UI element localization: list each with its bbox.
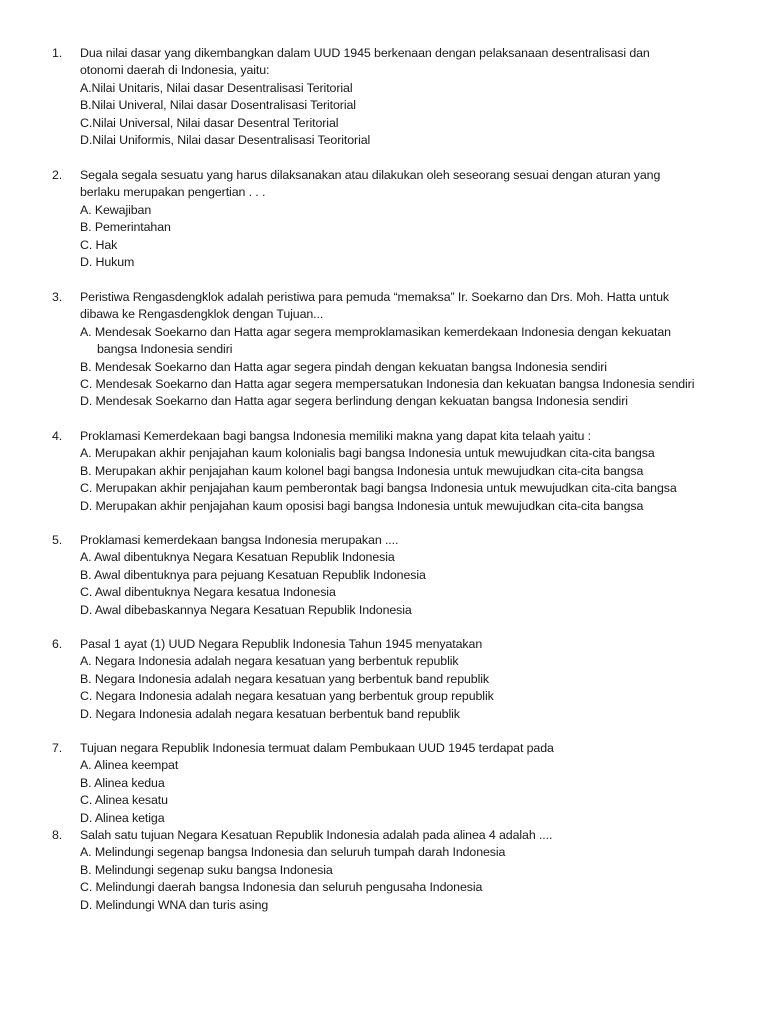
option-d: D. Negara Indonesia adalah negara kesatuan berbentuk band republik — [80, 706, 460, 721]
option-c: C. Hak — [80, 237, 118, 252]
question-number: 1. — [52, 46, 63, 60]
answer-options — [80, 757, 732, 827]
option-c: C. Awal dibentuknya Negara kesatua Indonesia — [80, 585, 336, 600]
option-a: A.Nilai Unitaris, Nilai dasar Desentralisasi Teritorial — [80, 80, 353, 95]
option-b: B. Negara Indonesia adalah negara kesatuan yang berbentuk band republik — [80, 671, 489, 686]
option-c: C. Negara Indonesia adalah negara kesatuan yang berbentuk group republik — [80, 689, 494, 704]
option-c: C.Nilai Universal, Nilai dasar Desentral Teritorial — [80, 115, 339, 130]
option-b: B. Mendesak Soekarno dan Hatta agar segera pindah dengan kekuatan bangsa Indonesia sendiri — [80, 359, 607, 374]
option-d: D. Hukum — [80, 255, 135, 270]
answer-options — [80, 80, 732, 150]
option-d: D. Merupakan akhir penjajahan kaum oposisi bagi bangsa Indonesia untuk mewujudkan cita-cita bangsa — [80, 498, 644, 513]
option-c: C. Merupakan akhir penjajahan kaum pemberontak bagi bangsa Indonesia untuk mewujudkan cita-cita bangsa — [80, 481, 677, 496]
question-stem-line: Salah satu tujuan Negara Kesatuan Republik Indonesia adalah pada alinea 4 adalah .... — [80, 828, 553, 842]
option-a-continued: bangsa Indonesia sendiri — [97, 342, 233, 357]
question-number: 7. — [52, 741, 63, 755]
answer-options — [80, 324, 732, 411]
question-number: 6. — [52, 637, 63, 651]
question-stem — [80, 532, 732, 549]
option-c: C. Melindungi daerah bangsa Indonesia dan seluruh pengusaha Indonesia — [80, 880, 483, 895]
option-d: D. Melindungi WNA dan turis asing — [80, 897, 269, 912]
option-b: B. Merupakan akhir penjajahan kaum kolonel bagi bangsa Indonesia untuk mewujudkan cita-cita bangsa — [80, 463, 644, 478]
question-5 — [52, 532, 732, 619]
answer-options — [80, 844, 732, 914]
question-3 — [52, 289, 732, 411]
option-a: A. Melindungi segenap bangsa Indonesia dan seluruh tumpah darah Indonesia — [80, 845, 506, 860]
option-c: C. Mendesak Soekarno dan Hatta agar segera mempersatukan Indonesia dan kekuatan bangsa Indonesia sendiri — [80, 377, 695, 392]
answer-options — [80, 653, 732, 723]
option-b: B. Alinea kedua — [80, 775, 165, 790]
question-number: 2. — [52, 168, 63, 182]
question-7 — [52, 740, 732, 827]
question-stem-line: dibawa ke Rengasdengklok dengan Tujuan... — [80, 307, 324, 322]
question-number: 4. — [52, 429, 63, 443]
option-a: A. Alinea keempat — [80, 758, 179, 773]
question-stem — [80, 167, 732, 202]
question-stem-line: Proklamasi kemerdekaan bangsa Indonesia merupakan .... — [80, 533, 399, 547]
option-d: D.Nilai Uniformis, Nilai dasar Desentralisasi Teoritorial — [80, 133, 371, 148]
question-stem — [80, 827, 732, 844]
answer-options — [80, 202, 732, 272]
question-stem — [80, 45, 732, 80]
answer-options — [80, 445, 732, 515]
question-stem — [80, 428, 732, 445]
option-a: A. Mendesak Soekarno dan Hatta agar segera memproklamasikan kemerdekaan Indonesia dengan kekuatan — [80, 324, 671, 339]
question-stem-line: Proklamasi Kemerdekaan bagi bangsa Indonesia memiliki makna yang dapat kita telaah yaitu : — [80, 429, 592, 443]
question-stem — [80, 740, 732, 757]
option-d: D. Alinea ketiga — [80, 810, 165, 825]
option-d: D. Mendesak Soekarno dan Hatta agar segera berlindung dengan kekuatan bangsa Indonesia sendiri — [80, 394, 628, 409]
question-stem — [80, 636, 732, 653]
option-c: C. Alinea kesatu — [80, 793, 168, 808]
option-a: A. Awal dibentuknya Negara Kesatuan Republik Indonesia — [80, 550, 395, 565]
question-stem-line: otonomi daerah di Indonesia, yaitu: — [80, 63, 270, 78]
option-a: A. Negara Indonesia adalah negara kesatuan yang berbentuk republik — [80, 654, 459, 669]
question-2 — [52, 167, 732, 271]
question-6 — [52, 636, 732, 723]
option-a: A. Kewajiban — [80, 202, 152, 217]
question-1 — [52, 45, 732, 149]
option-b: B. Melindungi segenap suku bangsa Indonesia — [80, 862, 333, 877]
option-a: A. Merupakan akhir penjajahan kaum kolonialis bagi bangsa Indonesia untuk mewujudkan cita-cita bangsa — [80, 446, 655, 461]
option-d: D. Awal dibebaskannya Negara Kesatuan Republik Indonesia — [80, 602, 412, 617]
question-stem — [80, 289, 732, 324]
option-b: B. Pemerintahan — [80, 220, 171, 235]
question-4 — [52, 428, 732, 515]
option-b: B.Nilai Univeral, Nilai dasar Dosentralisasi Teritorial — [80, 98, 356, 113]
answer-options — [80, 549, 732, 619]
question-stem-line: Peristiwa Rengasdengklok adalah peristiwa para pemuda “memaksa” Ir. Soekarno dan Drs. Moh. Hatta untuk — [80, 290, 669, 304]
question-stem-line: Tujuan negara Republik Indonesia termuat dalam Pembukaan UUD 1945 terdapat pada — [80, 741, 554, 755]
question-number: 8. — [52, 828, 63, 842]
question-number: 5. — [52, 533, 63, 547]
option-b: B. Awal dibentuknya para pejuang Kesatuan Republik Indonesia — [80, 567, 426, 582]
question-stem-line: berlaku merupakan pengertian . . . — [80, 185, 266, 200]
question-stem-line: Dua nilai dasar yang dikembangkan dalam UUD 1945 berkenaan dengan pelaksanaan desentralisasi dan — [80, 46, 650, 60]
question-number: 3. — [52, 290, 63, 304]
question-8 — [52, 827, 732, 914]
question-stem-line: Pasal 1 ayat (1) UUD Negara Republik Indonesia Tahun 1945 menyatakan — [80, 637, 483, 651]
question-stem-line: Segala segala sesuatu yang harus dilaksanakan atau dilakukan oleh seseorang sesuai dengan aturan yang — [80, 168, 661, 182]
